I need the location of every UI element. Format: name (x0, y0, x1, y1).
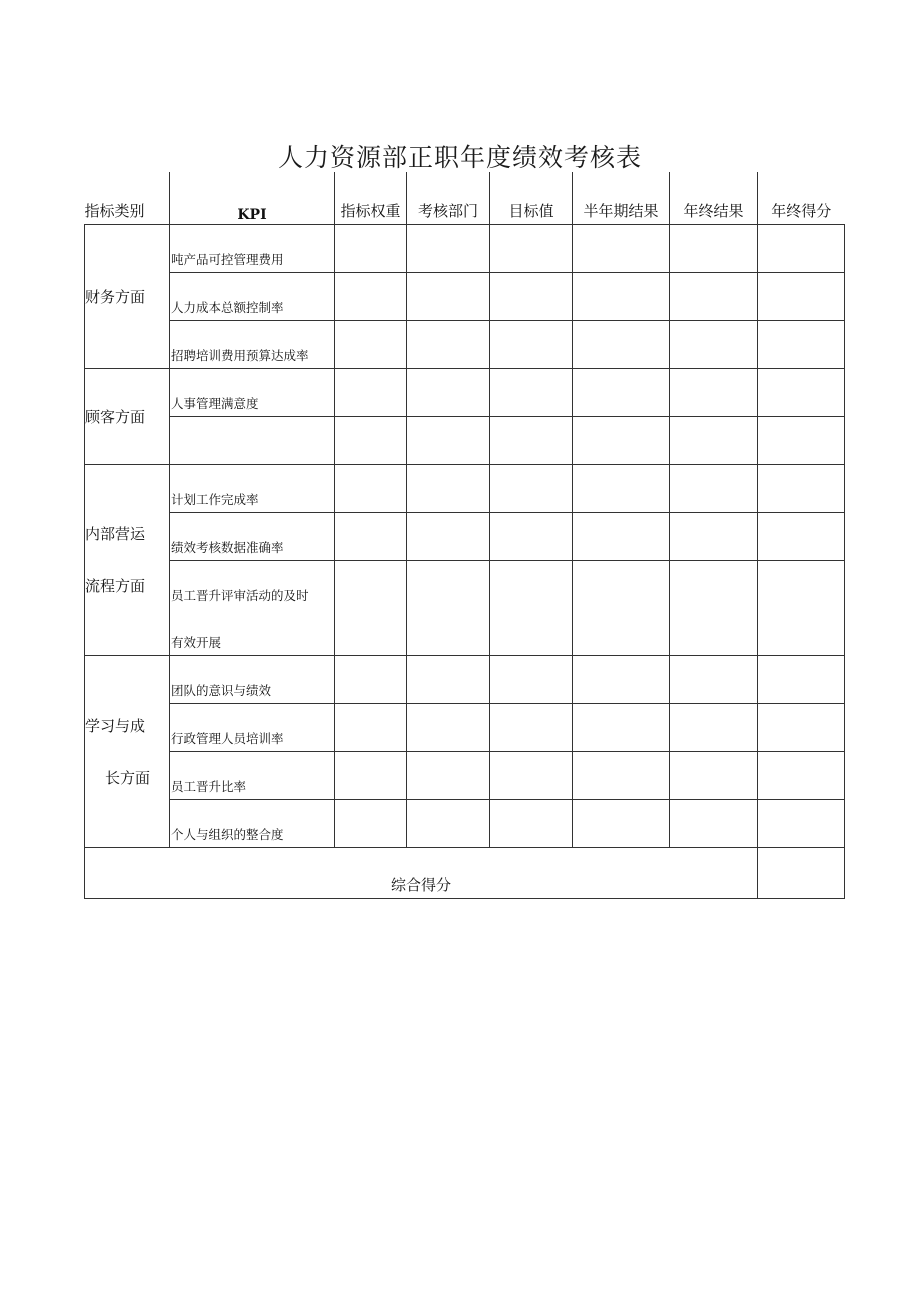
target-cell[interactable] (490, 369, 573, 417)
score-cell[interactable] (758, 800, 845, 848)
table-row (85, 704, 845, 752)
kpi-cell: 员工晋升比率 (170, 752, 335, 800)
score-cell[interactable] (758, 656, 845, 704)
header-row (85, 172, 845, 225)
kpi-cell-continued: 有效开展 (170, 608, 335, 656)
header-year-end-result: 年终结果 (670, 172, 758, 225)
score-cell[interactable] (758, 417, 845, 465)
header-department: 考核部门 (407, 172, 490, 225)
target-cell[interactable] (490, 800, 573, 848)
category-finance: 财务方面 (85, 225, 170, 369)
half-year-cell[interactable] (573, 561, 670, 656)
half-year-cell[interactable] (573, 225, 670, 273)
year-end-cell[interactable] (670, 321, 758, 369)
half-year-cell[interactable] (573, 800, 670, 848)
department-cell[interactable] (407, 513, 490, 561)
half-year-cell[interactable] (573, 656, 670, 704)
total-score-cell[interactable] (758, 848, 845, 899)
department-cell[interactable] (407, 465, 490, 513)
score-cell[interactable] (758, 273, 845, 321)
target-cell[interactable] (490, 513, 573, 561)
header-kpi: KPI (170, 172, 335, 225)
kpi-cell: 团队的意识与绩效 (170, 656, 335, 704)
table-row (85, 752, 845, 800)
table-row (85, 369, 845, 417)
year-end-cell[interactable] (670, 561, 758, 656)
weight-cell[interactable] (335, 704, 407, 752)
category-customer: 顾客方面 (85, 369, 170, 465)
half-year-cell[interactable] (573, 273, 670, 321)
header-half-year-result: 半年期结果 (573, 172, 670, 225)
department-cell[interactable] (407, 369, 490, 417)
weight-cell[interactable] (335, 225, 407, 273)
year-end-cell[interactable] (670, 417, 758, 465)
year-end-cell[interactable] (670, 225, 758, 273)
header-target: 目标值 (490, 172, 573, 225)
weight-cell[interactable] (335, 321, 407, 369)
kpi-cell: 人事管理满意度 (170, 369, 335, 417)
weight-cell[interactable] (335, 465, 407, 513)
target-cell[interactable] (490, 704, 573, 752)
weight-cell[interactable] (335, 417, 407, 465)
target-cell[interactable] (490, 417, 573, 465)
table-row (85, 321, 845, 369)
half-year-cell[interactable] (573, 321, 670, 369)
year-end-cell[interactable] (670, 656, 758, 704)
header-category: 指标类别 (85, 172, 170, 225)
target-cell[interactable] (490, 273, 573, 321)
category-learning (85, 656, 170, 848)
year-end-cell[interactable] (670, 465, 758, 513)
kpi-table (84, 172, 845, 899)
page-title: 人力资源部正职年度绩效考核表 (277, 143, 642, 172)
department-cell[interactable] (407, 321, 490, 369)
score-cell[interactable] (758, 321, 845, 369)
kpi-cell: 计划工作完成率 (170, 465, 335, 513)
year-end-cell[interactable] (670, 704, 758, 752)
weight-cell[interactable] (335, 752, 407, 800)
category-internal-line1: 内部营运 (85, 525, 146, 543)
table-row (85, 656, 845, 704)
year-end-cell[interactable] (670, 273, 758, 321)
half-year-cell[interactable] (573, 752, 670, 800)
kpi-cell: 个人与组织的整合度 (170, 800, 335, 848)
year-end-cell[interactable] (670, 513, 758, 561)
half-year-cell[interactable] (573, 704, 670, 752)
score-cell[interactable] (758, 513, 845, 561)
department-cell[interactable] (407, 225, 490, 273)
header-weight: 指标权重 (335, 172, 407, 225)
department-cell[interactable] (407, 704, 490, 752)
category-internal-line2: 流程方面 (85, 577, 146, 595)
category-internal (85, 465, 170, 656)
department-cell[interactable] (407, 273, 490, 321)
category-learning-line2: 长方面 (105, 768, 151, 787)
weight-cell[interactable] (335, 800, 407, 848)
weight-cell[interactable] (335, 369, 407, 417)
table-row (85, 273, 845, 321)
header-year-end-score: 年终得分 (758, 172, 845, 225)
department-cell[interactable] (407, 656, 490, 704)
table-row (85, 465, 845, 513)
kpi-cell: 招聘培训费用预算达成率 (170, 321, 335, 369)
target-cell[interactable] (490, 561, 573, 656)
weight-cell[interactable] (335, 656, 407, 704)
kpi-cell: 吨产品可控管理费用 (170, 225, 335, 273)
target-cell[interactable] (490, 656, 573, 704)
score-cell[interactable] (758, 561, 845, 656)
target-cell[interactable] (490, 752, 573, 800)
target-cell[interactable] (490, 465, 573, 513)
half-year-cell[interactable] (573, 417, 670, 465)
table-row (85, 417, 845, 465)
half-year-cell[interactable] (573, 465, 670, 513)
table-row (85, 561, 845, 609)
target-cell[interactable] (490, 321, 573, 369)
year-end-cell[interactable] (670, 752, 758, 800)
half-year-cell[interactable] (573, 369, 670, 417)
weight-cell[interactable] (335, 273, 407, 321)
score-cell[interactable] (758, 225, 845, 273)
kpi-cell: 绩效考核数据准确率 (170, 513, 335, 561)
score-cell[interactable] (758, 369, 845, 417)
year-end-cell[interactable] (670, 369, 758, 417)
score-cell[interactable] (758, 704, 845, 752)
score-cell[interactable] (758, 465, 845, 513)
kpi-cell: 行政管理人员培训率 (170, 704, 335, 752)
kpi-cell (170, 417, 335, 465)
half-year-cell[interactable] (573, 513, 670, 561)
kpi-cell: 人力成本总额控制率 (170, 273, 335, 321)
score-cell[interactable] (758, 752, 845, 800)
table-row (85, 513, 845, 561)
table-row (85, 800, 845, 848)
total-row (85, 848, 845, 899)
year-end-cell[interactable] (670, 800, 758, 848)
total-label: 综合得分 (85, 848, 758, 899)
weight-cell[interactable] (335, 513, 407, 561)
department-cell[interactable] (407, 561, 490, 656)
weight-cell[interactable] (335, 561, 407, 656)
department-cell[interactable] (407, 417, 490, 465)
table-row (85, 225, 845, 273)
target-cell[interactable] (490, 225, 573, 273)
category-learning-line1: 学习与成 (85, 716, 146, 735)
department-cell[interactable] (407, 800, 490, 848)
kpi-cell: 员工晋升评审活动的及时 (170, 561, 335, 609)
department-cell[interactable] (407, 752, 490, 800)
